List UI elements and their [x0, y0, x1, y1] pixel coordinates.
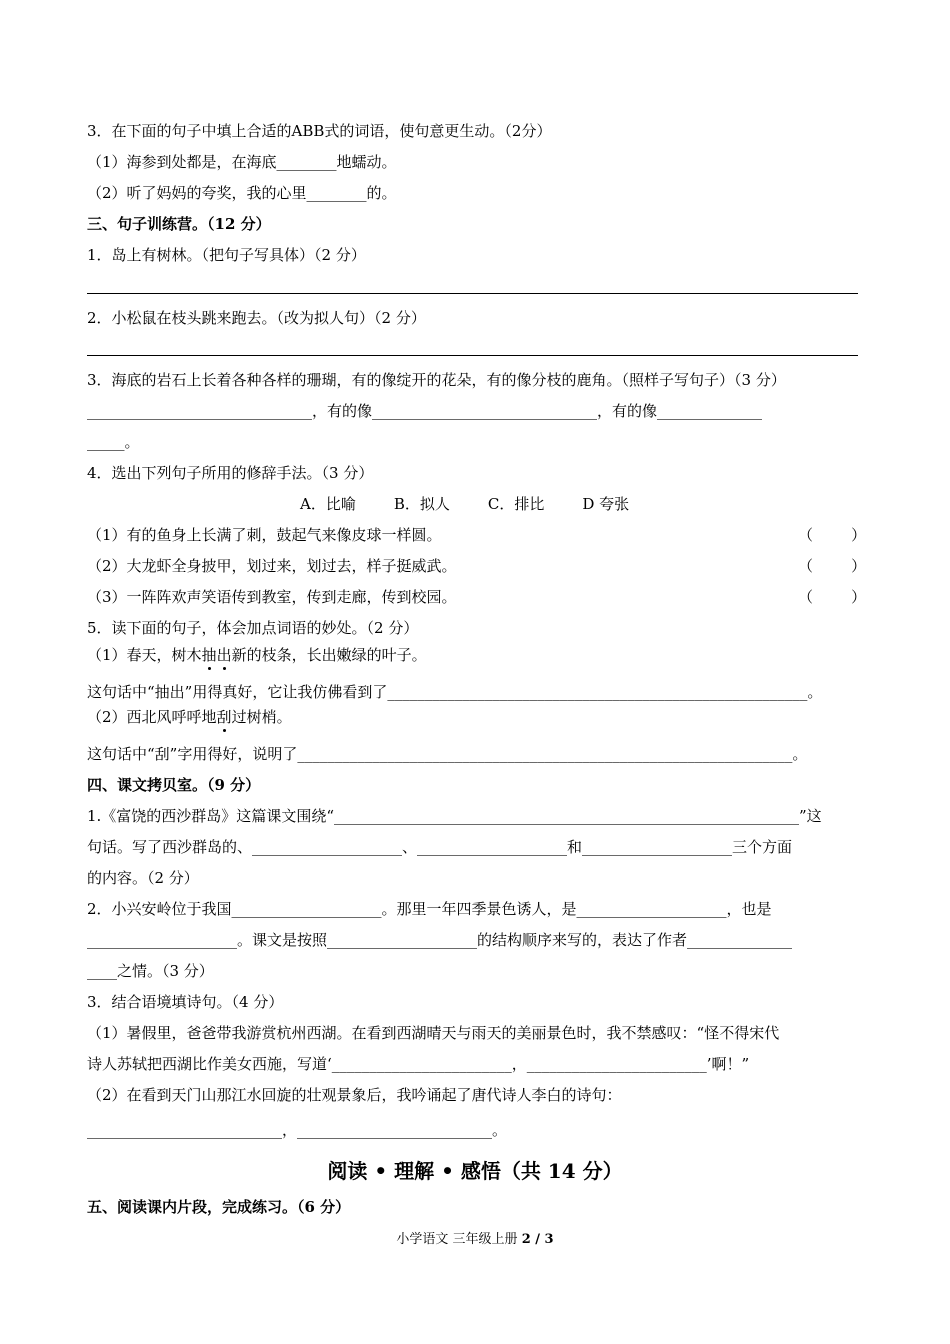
section-3-item-1: 1．岛上有树林。（把句子写具体）（2 分）: [87, 246, 366, 264]
rhetoric-options: [300, 494, 667, 514]
answer-bracket-1: （ ）: [798, 526, 867, 544]
section-4-item-3-title: 3．结合语境填诗句。（4 分）: [87, 993, 284, 1011]
section-3-item-3-line-2: _____。: [87, 433, 140, 451]
section-3-item-2: 2．小松鼠在枝头跳来跑去。（改为拟人句）（2 分）: [87, 309, 426, 327]
footer-text: 小学语文 三年级上册: [396, 1232, 522, 1247]
section-3-item-5-sentence-2: （2）西北风呼呼地刮过树梢。: [87, 708, 292, 726]
section-4-item-2-line-1: 2．小兴安岭位于我国____________________。那里一年四季景色诱人，是____________________，也是: [87, 900, 772, 918]
section-3-item-4-sentence-1: （1）有的鱼身上长满了刺，鼓起气来像皮球一样圆。: [87, 526, 442, 544]
section-4-item-3-s2-line-1: （2）在看到天门山那江水回旋的壮观景象后，我吟诵起了唐代诗人李白的诗句：: [87, 1086, 622, 1104]
section-3-item-3-line-1: ______________________________，有的像______________________________，有的像______________: [87, 402, 763, 420]
section-4-item-1-line-3: 的内容。（2 分）: [87, 869, 199, 887]
question-3-sentence-2: （2）听了妈妈的夸奖，我的心里________的。: [87, 184, 397, 202]
option-b: B．拟人: [393, 495, 450, 513]
section-4-heading: 四、课文拷贝室。（9 分）: [87, 776, 261, 794]
question-3-title: 3．在下面的句子中填上合适的ABB式的词语，使句意更生动。（2分）: [87, 122, 552, 140]
answer-line-2: [87, 355, 858, 356]
section-3-item-5-answer-2: 这句话中“刮”字用得好，说明了__________________________________________________________________。: [87, 745, 808, 763]
emphasis-dot-chou: 抽: [201, 646, 217, 664]
section-5-heading: 五、阅读课内片段，完成练习。（6 分）: [87, 1198, 351, 1216]
section-3-heading: 三、句子训练营。（12 分）: [87, 215, 271, 233]
section-4-item-2-line-3: ____之情。（3 分）: [87, 962, 214, 980]
emphasis-dot-gua: 刮: [216, 708, 232, 726]
section-4-item-2-line-2: ____________________。课文是按照____________________的结构顺序来写的，表达了作者______________: [87, 931, 793, 949]
option-c: C．排比: [487, 495, 545, 513]
section-3-item-5-answer-1: 这句话中“抽出”用得真好，它让我仿佛看到了________________________________________________________。: [87, 683, 823, 701]
answer-bracket-3: （ ）: [798, 588, 867, 606]
answer-line-1: [87, 293, 858, 294]
emphasis-dot-chu: 出: [216, 646, 232, 664]
section-3-item-4-title: 4．选出下列句子所用的修辞手法。（3 分）: [87, 464, 374, 482]
page-number: 2 / 3: [521, 1232, 554, 1247]
page-footer: [0, 1228, 950, 1247]
section-3-item-4-sentence-3: （3）一阵阵欢声笑语传到教室，传到走廊，传到校园。: [87, 588, 457, 606]
option-d: D 夸张: [582, 495, 630, 513]
section-4-item-3-s1-line-2: 诗人苏轼把西湖比作美女西施，写道‘________________________，________________________’啊！”: [87, 1055, 750, 1073]
answer-bracket-2: （ ）: [798, 557, 867, 575]
option-a: A．比喻: [300, 495, 356, 513]
section-4-item-3-s1-line-1: （1）暑假里，爸爸带我游赏杭州西湖。在看到西湖晴天与雨天的美丽景色时，我不禁感叹：“怪不得宋代: [87, 1024, 780, 1042]
section-4-item-1-line-1: 1.《富饶的西沙群岛》这篇课文围绕“______________________________________________________________”这: [87, 807, 822, 825]
section-3-item-4-sentence-2: （2）大龙虾全身披甲，划过来，划过去，样子挺威武。: [87, 557, 457, 575]
section-4-item-3-s2-line-2: __________________________，__________________________。: [87, 1121, 508, 1139]
section-4-item-1-line-2: 句话。写了西沙群岛的、____________________、____________________和____________________三个方面: [87, 838, 793, 856]
section-3-item-5-sentence-1: （1）春天，树木抽出新的枝条，长出嫩绿的叶子。: [87, 646, 427, 664]
reading-section-title: 阅读 • 理解 • 感悟（共 14 分）: [327, 1159, 623, 1183]
question-3-sentence-1: （1）海参到处都是，在海底________地蠕动。: [87, 153, 397, 171]
section-3-item-3-title: 3．海底的岩石上长着各种各样的珊瑚，有的像绽开的花朵，有的像分枝的鹿角。（照样子写句子）（3 分）: [87, 371, 786, 389]
section-3-item-5-title: 5．读下面的句子，体会加点词语的妙处。（2 分）: [87, 619, 419, 637]
